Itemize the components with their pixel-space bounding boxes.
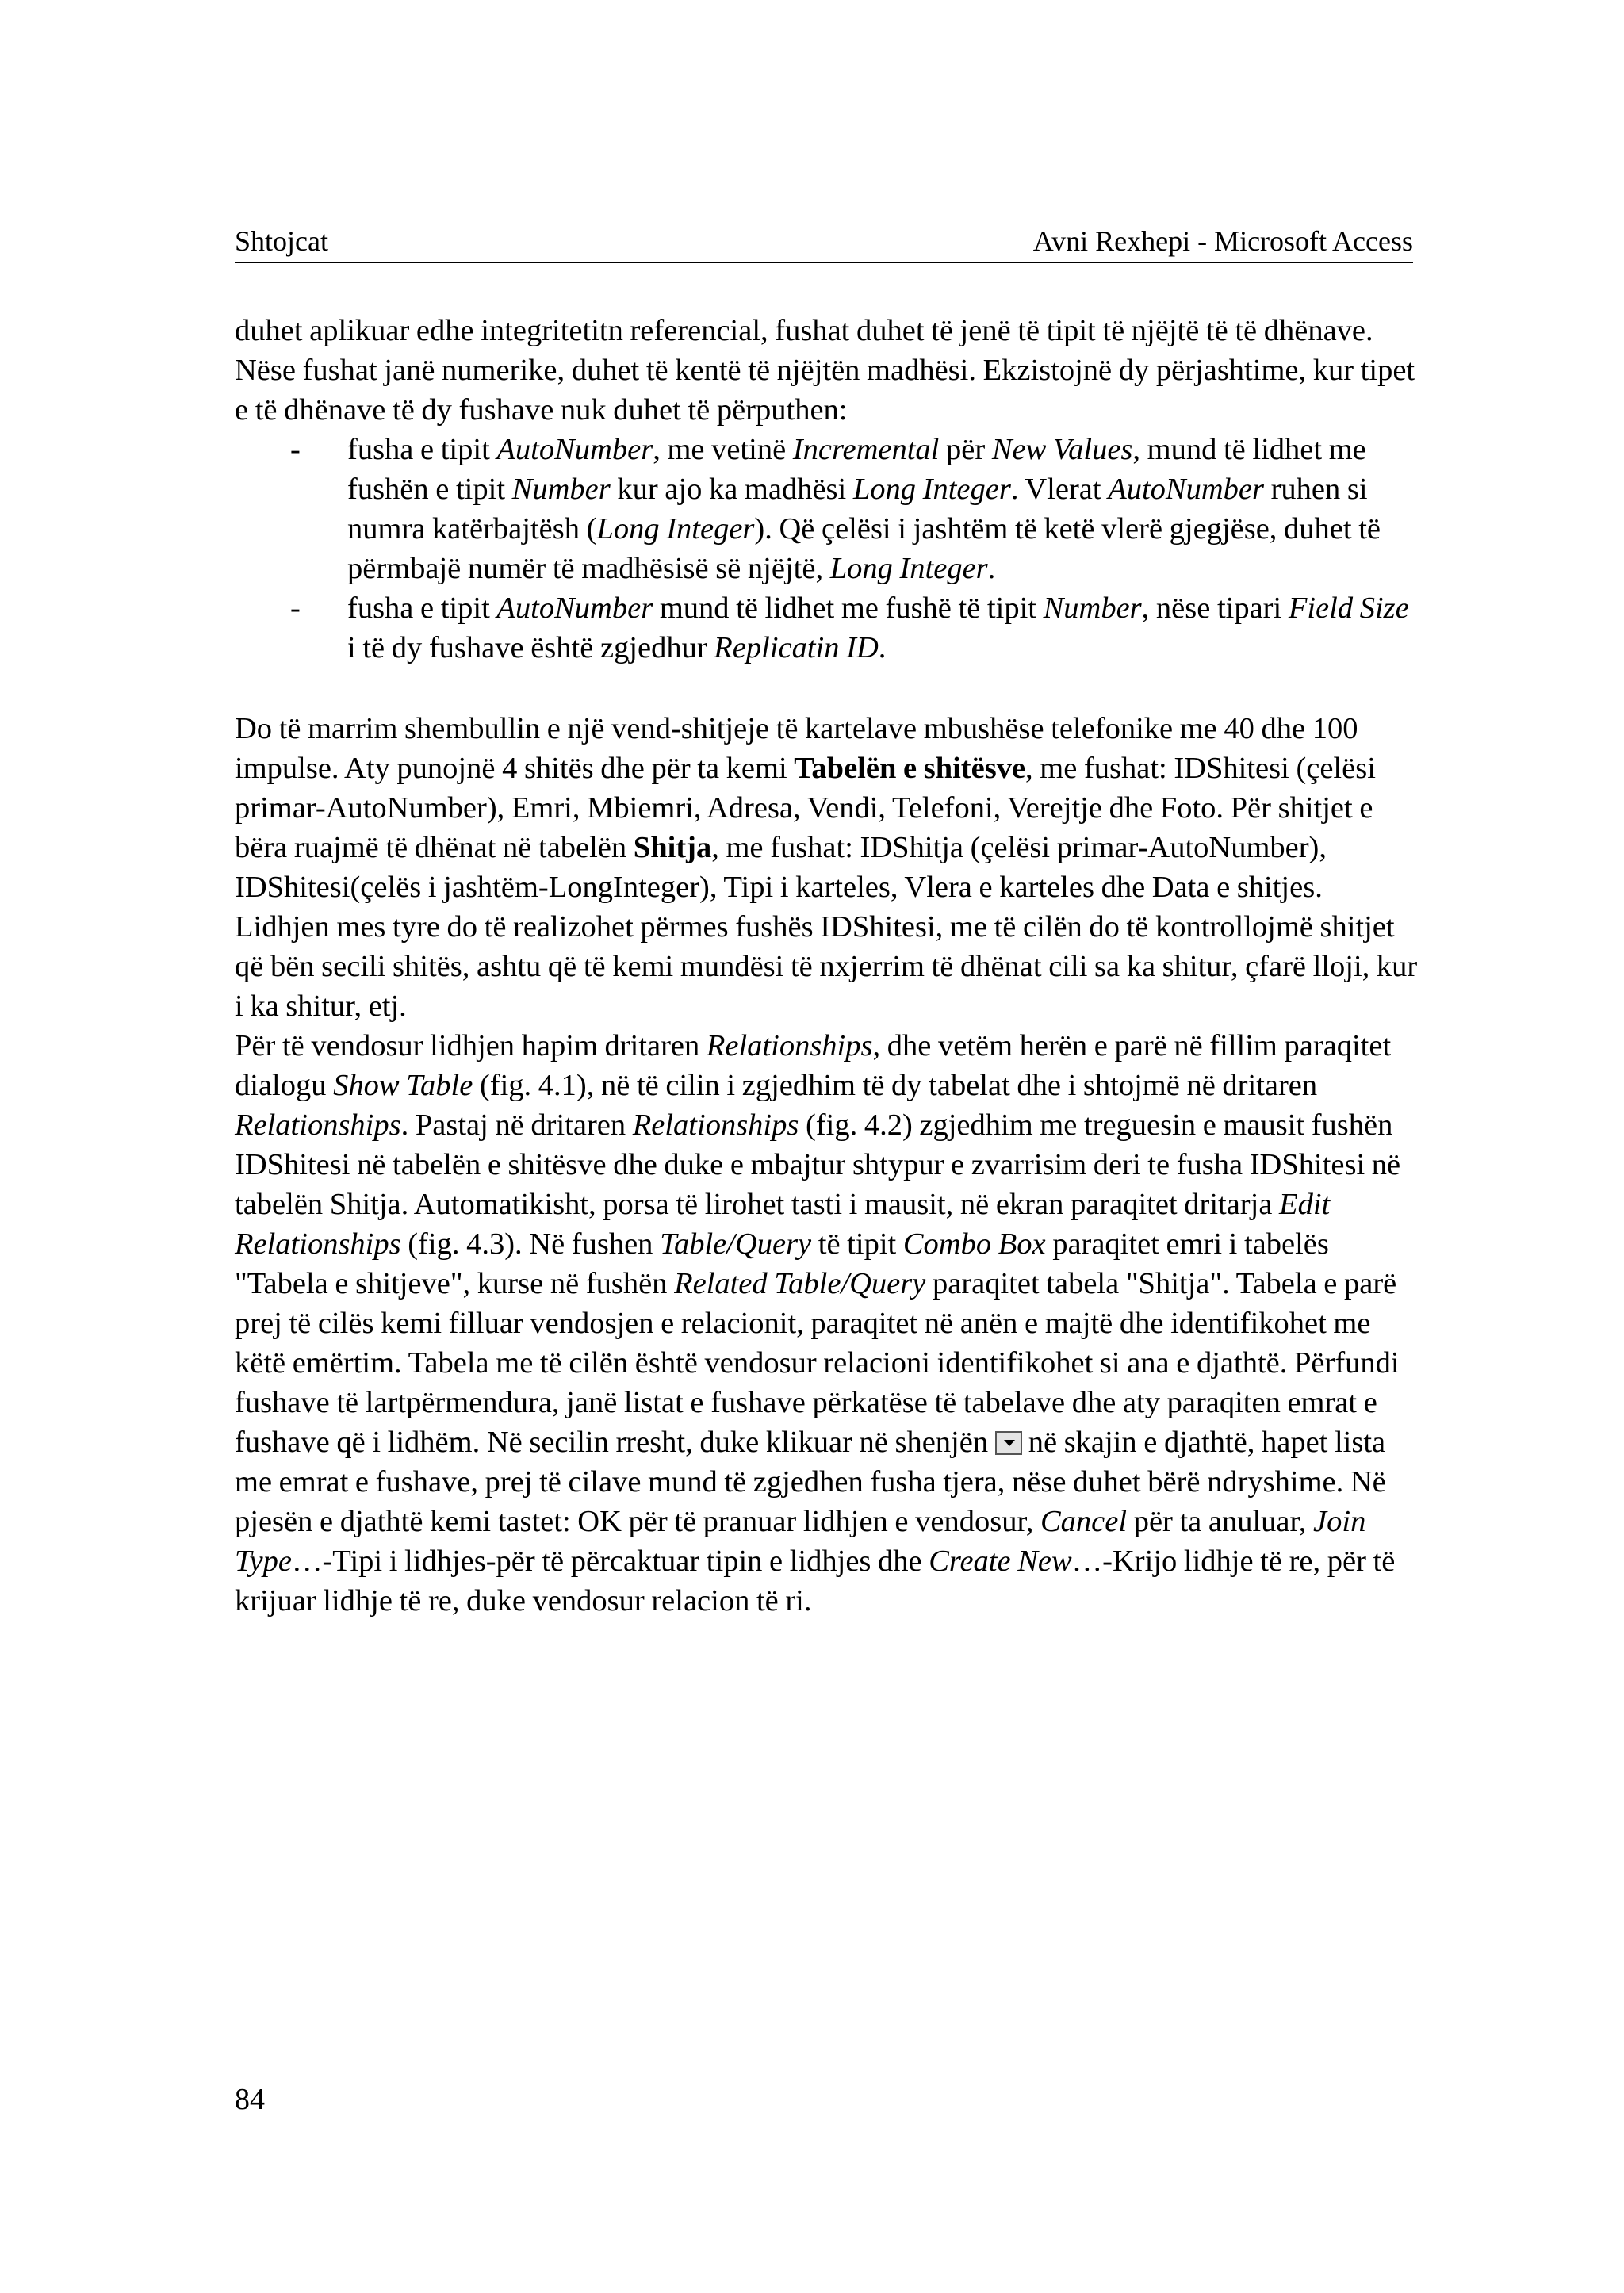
relationships-paragraph: Për të vendosur lidhjen hapim dritaren Relationships, dhe vetëm herën e parë në fillim paraqitet dialogu Show Table (fig. 4.1), në të cilin i zgjedhim të dy tabelat dhe i shtojmë në dritaren Relationships. Pastaj në dritaren Relationships (fig. 4.2) zgjedhim me treguesin e mausit fushën IDShitesi në tabelën e shitësve dhe duke e mbajtur shtypur e zvarrisim deri te fusha IDShitesi në tabelën Shitja. Automatikisht, porsa të lirohet tasti i mausit, në ekran paraqitet dritarja Edit Relationships (fig. 4.3). Në fushen Table/Query të tipit Combo Box paraqitet emri i tabelës "Tabela e shitjeve", kurse në fushën Related Table/Query paraqitet tabela "Shitja". Tabela e parë prej të cilës kemi filluar vendosjen e relacionit, paraqitet në anën e majtë dhe identifikohet me këtë emërtim. Tabela me të cilën është vendosur relacioni identifikohet si ana e djathtë. Përfundi fushave të lartpërmendura, janë listat e fushave përkatëse të tabelave dhe aty paraqiten emrat e fushave që i lidhëm. Në secilin rresht, duke klikuar në shenjën në skajin e djathtë, hapet lista me emrat e fushave, prej të cilave mund të zgjedhen fusha tjera, nëse duhet bërë ndryshime. Në pjesën e djathtë kemi tastet: OK për të pranuar lidhjen e vendosur, Cancel për ta anuluar, Join Type…-Tipi i lidhjes-për të përcaktuar tipin e lidhjes dhe Create New…-Krijo lidhje të re, për të krijuar lidhje të re, duke vendosur relacion të ri.: [235, 1029, 1401, 1617]
list-item: - fusha e tipit AutoNumber, me vetinë Incremental për New Values, mund të lidhet me fushën e tipit Number kur ajo ka madhësi Long Integer. Vlerat AutoNumber ruhen si numra katërbajtësh (Long Integer). Që çelësi i jashtëm të ketë vlerë gjegjëse, duhet të përmbajë numër të madhësisë së njëjtë, Long Integer.: [235, 430, 1424, 588]
exceptions-list: [235, 430, 1424, 668]
page-body: [235, 311, 1424, 1621]
paragraph-gap: [235, 668, 1424, 709]
page-header: [235, 219, 1413, 263]
list-dash: -: [290, 433, 301, 466]
dropdown-arrow-icon: [995, 1431, 1022, 1455]
list-item: - fusha e tipit AutoNumber mund të lidhet me fushë të tipit Number, nëse tipari Field Size i të dy fushave është zgjedhur Replicatin ID.: [235, 588, 1424, 668]
header-section-title: Shtojcat: [235, 225, 328, 257]
intro-paragraph: duhet aplikuar edhe integritetitn referencial, fushat duhet të jenë të tipit të njëjtë të të dhënave. Nëse fushat janë numerike, duhet të kentë të njëjtën madhësi. Ekzistojnë dy përjashtime, kur tipet e të dhënave të dy fushave nuk duhet të përputhen:: [235, 314, 1415, 427]
header-book-title: Avni Rexhepi - Microsoft Access: [1032, 225, 1413, 257]
example-paragraph: Do të marrim shembullin e një vend-shitjeje të kartelave mbushëse telefonike me 40 dhe 100 impulse. Aty punojnë 4 shitës dhe për ta kemi Tabelën e shitësve, me fushat: IDShitesi (çelësi primar-AutoNumber), Emri, Mbiemri, Adresa, Vendi, Telefoni, Verejtje dhe Foto. Për shitjet e bëra ruajmë të dhënat në tabelën Shitja, me fushat: IDShitja (çelësi primar-AutoNumber), IDShitesi(çelës i jashtëm-LongInteger), Tipi i karteles, Vlera e karteles dhe Data e shitjes. Lidhjen mes tyre do të realizohet përmes fushës IDShitesi, me të cilën do të kontrollojmë shitjet që bën secili shitës, ashtu që të kemi mundësi të nxjerrim të dhënat cili sa ka shitur, çfarë lloji, kur i ka shitur, etj.: [235, 712, 1418, 1023]
list-dash: -: [290, 591, 301, 625]
page-number: 84: [235, 2083, 265, 2116]
